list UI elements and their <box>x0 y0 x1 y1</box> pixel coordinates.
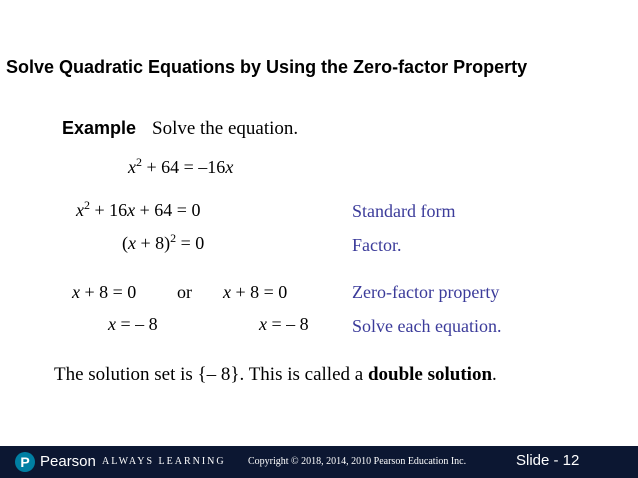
solution-right <box>259 314 309 335</box>
conclusion-sentence <box>54 364 497 386</box>
copyright-notice: Copyright © 2018, 2014, 2010 Pearson Education Inc. <box>248 456 467 467</box>
conclusion-text: The solution set is {– 8}. This is called a <box>54 364 368 385</box>
equation-text: + 8 = 0 <box>80 282 137 302</box>
var-x: x <box>108 314 116 334</box>
equation-text: = – 8 <box>116 314 158 334</box>
exponent: 2 <box>136 155 142 169</box>
brand-name: Pearson <box>40 453 96 470</box>
footer-bar <box>0 446 638 478</box>
equation-text: + 8) <box>136 233 171 253</box>
solution-left <box>108 314 158 335</box>
or-word: or <box>177 282 192 302</box>
equation-text: + 64 = 0 <box>135 200 201 220</box>
exponent: 2 <box>84 198 90 212</box>
var-x: x <box>225 157 234 177</box>
slide-number: Slide - 12 <box>516 452 580 469</box>
logo-letter: P <box>20 454 30 470</box>
annotation-standard-form: Standard form <box>352 201 456 221</box>
annotation-factor: Factor. <box>352 235 402 255</box>
standard-form-equation <box>76 200 200 221</box>
var-x: x <box>128 157 136 177</box>
example-instruction: Solve the equation. <box>152 118 299 139</box>
equation-text: = – 8 <box>267 314 309 334</box>
var-x: x <box>128 233 136 253</box>
annotation-zero-factor: Zero-factor property <box>352 282 500 302</box>
annotation-solve-each: Solve each equation. <box>352 316 502 336</box>
var-x: x <box>223 282 231 302</box>
given-equation <box>128 157 233 178</box>
example-label: Example <box>62 118 137 138</box>
var-x: x <box>76 200 84 220</box>
var-x: x <box>259 314 267 334</box>
exponent: 2 <box>170 231 177 245</box>
var-x: x <box>127 200 136 220</box>
double-solution-term: double solution <box>367 364 493 385</box>
equation-text: = 0 <box>176 233 205 253</box>
tagline: ALWAYS LEARNING <box>102 456 226 467</box>
conclusion-period: . <box>492 364 497 385</box>
slide-title: Solve Quadratic Equations by Using the Zero-factor Property <box>6 57 528 77</box>
zero-factor-right <box>223 282 287 303</box>
pearson-logo-icon <box>15 452 35 472</box>
paren-open: ( <box>122 233 128 253</box>
var-x: x <box>72 282 80 302</box>
factored-equation <box>122 233 204 254</box>
equation-text: + 16 <box>90 200 128 220</box>
zero-factor-left <box>72 282 136 303</box>
equation-text: + 64 = –16 <box>142 157 226 177</box>
equation-text: + 8 = 0 <box>231 282 288 302</box>
